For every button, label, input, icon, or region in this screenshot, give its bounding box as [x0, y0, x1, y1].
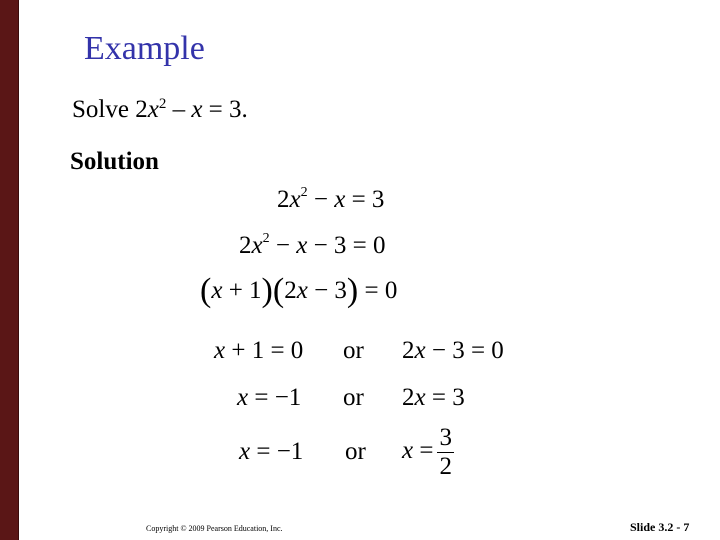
problem-exponent: 2 [158, 96, 167, 112]
eq1-minus: − [307, 186, 335, 213]
eq1-rhs: = 3 [345, 186, 385, 213]
eq3-left-paren-2: ( [272, 272, 285, 309]
eq2-exponent: 2 [262, 231, 270, 246]
eq2-var-2: x [296, 232, 308, 259]
case-3-left [239, 437, 303, 467]
eq1-coefficient: 2 [277, 186, 290, 213]
eq3-right-paren-2: ) [346, 272, 359, 309]
eq1-var: x [289, 186, 301, 213]
slide-title: Example [84, 30, 205, 67]
eq1-var-2: x [334, 186, 346, 213]
equation-3 [200, 272, 398, 309]
case2-left-rest: = −1 [248, 384, 302, 411]
solution-heading: Solution [70, 148, 159, 175]
equation-2 [239, 231, 386, 261]
case-1-right [402, 336, 504, 366]
problem-prefix: Solve 2 [72, 96, 148, 123]
case1-left-rest: + 1 = 0 [225, 337, 304, 364]
eq2-rhs: − 3 = 0 [307, 232, 386, 259]
case2-right-coefficient: 2 [402, 384, 415, 411]
problem-var-2: x [191, 96, 203, 123]
eq3-inner-1: + 1 [222, 277, 262, 304]
copyright-notice: Copyright © 2009 Pearson Education, Inc. [146, 524, 283, 533]
case3-right-equals: = [413, 437, 434, 465]
case-1-left [214, 336, 303, 366]
eq3-right-paren-1: ) [261, 272, 273, 309]
case-2-right [402, 383, 465, 413]
case2-right-rest: = 3 [425, 384, 465, 411]
case-3-right [402, 424, 454, 481]
problem-statement [72, 96, 248, 124]
fraction-numerator: 3 [439, 424, 452, 451]
problem-var-1: x [147, 96, 159, 123]
case2-right-var: x [414, 384, 426, 411]
eq2-var: x [251, 232, 263, 259]
case2-left-var: x [237, 384, 249, 411]
left-accent-bar [0, 0, 19, 540]
eq3-left-paren-1: ( [200, 272, 212, 309]
case3-left-var: x [239, 438, 251, 465]
or-label-3: or [345, 438, 366, 465]
eq3-var-1: x [211, 277, 223, 304]
case3-right-var: x [402, 437, 414, 465]
case1-right-coefficient: 2 [402, 337, 415, 364]
case1-right-rest: − 3 = 0 [425, 337, 504, 364]
eq2-coefficient: 2 [239, 232, 252, 259]
problem-rhs: = 3. [202, 96, 248, 123]
eq3-inner-2: − 3 [307, 277, 347, 304]
case1-left-var: x [214, 337, 226, 364]
problem-minus: – [166, 96, 192, 123]
or-label-2: or [343, 384, 364, 411]
or-label-1: or [343, 337, 364, 364]
eq2-minus: − [269, 232, 297, 259]
eq3-rhs: = 0 [358, 277, 398, 304]
case3-left-rest: = −1 [250, 438, 304, 465]
eq3-var-2: x [296, 277, 308, 304]
slide-number: Slide 3.2 - 7 [630, 520, 690, 534]
case1-right-var: x [414, 337, 426, 364]
eq1-exponent: 2 [300, 185, 308, 200]
fraction-denominator: 2 [439, 453, 452, 480]
eq3-coefficient: 2 [284, 277, 297, 304]
equation-1 [277, 185, 384, 215]
case-2-left [237, 383, 301, 413]
fraction-three-halves [437, 424, 454, 481]
